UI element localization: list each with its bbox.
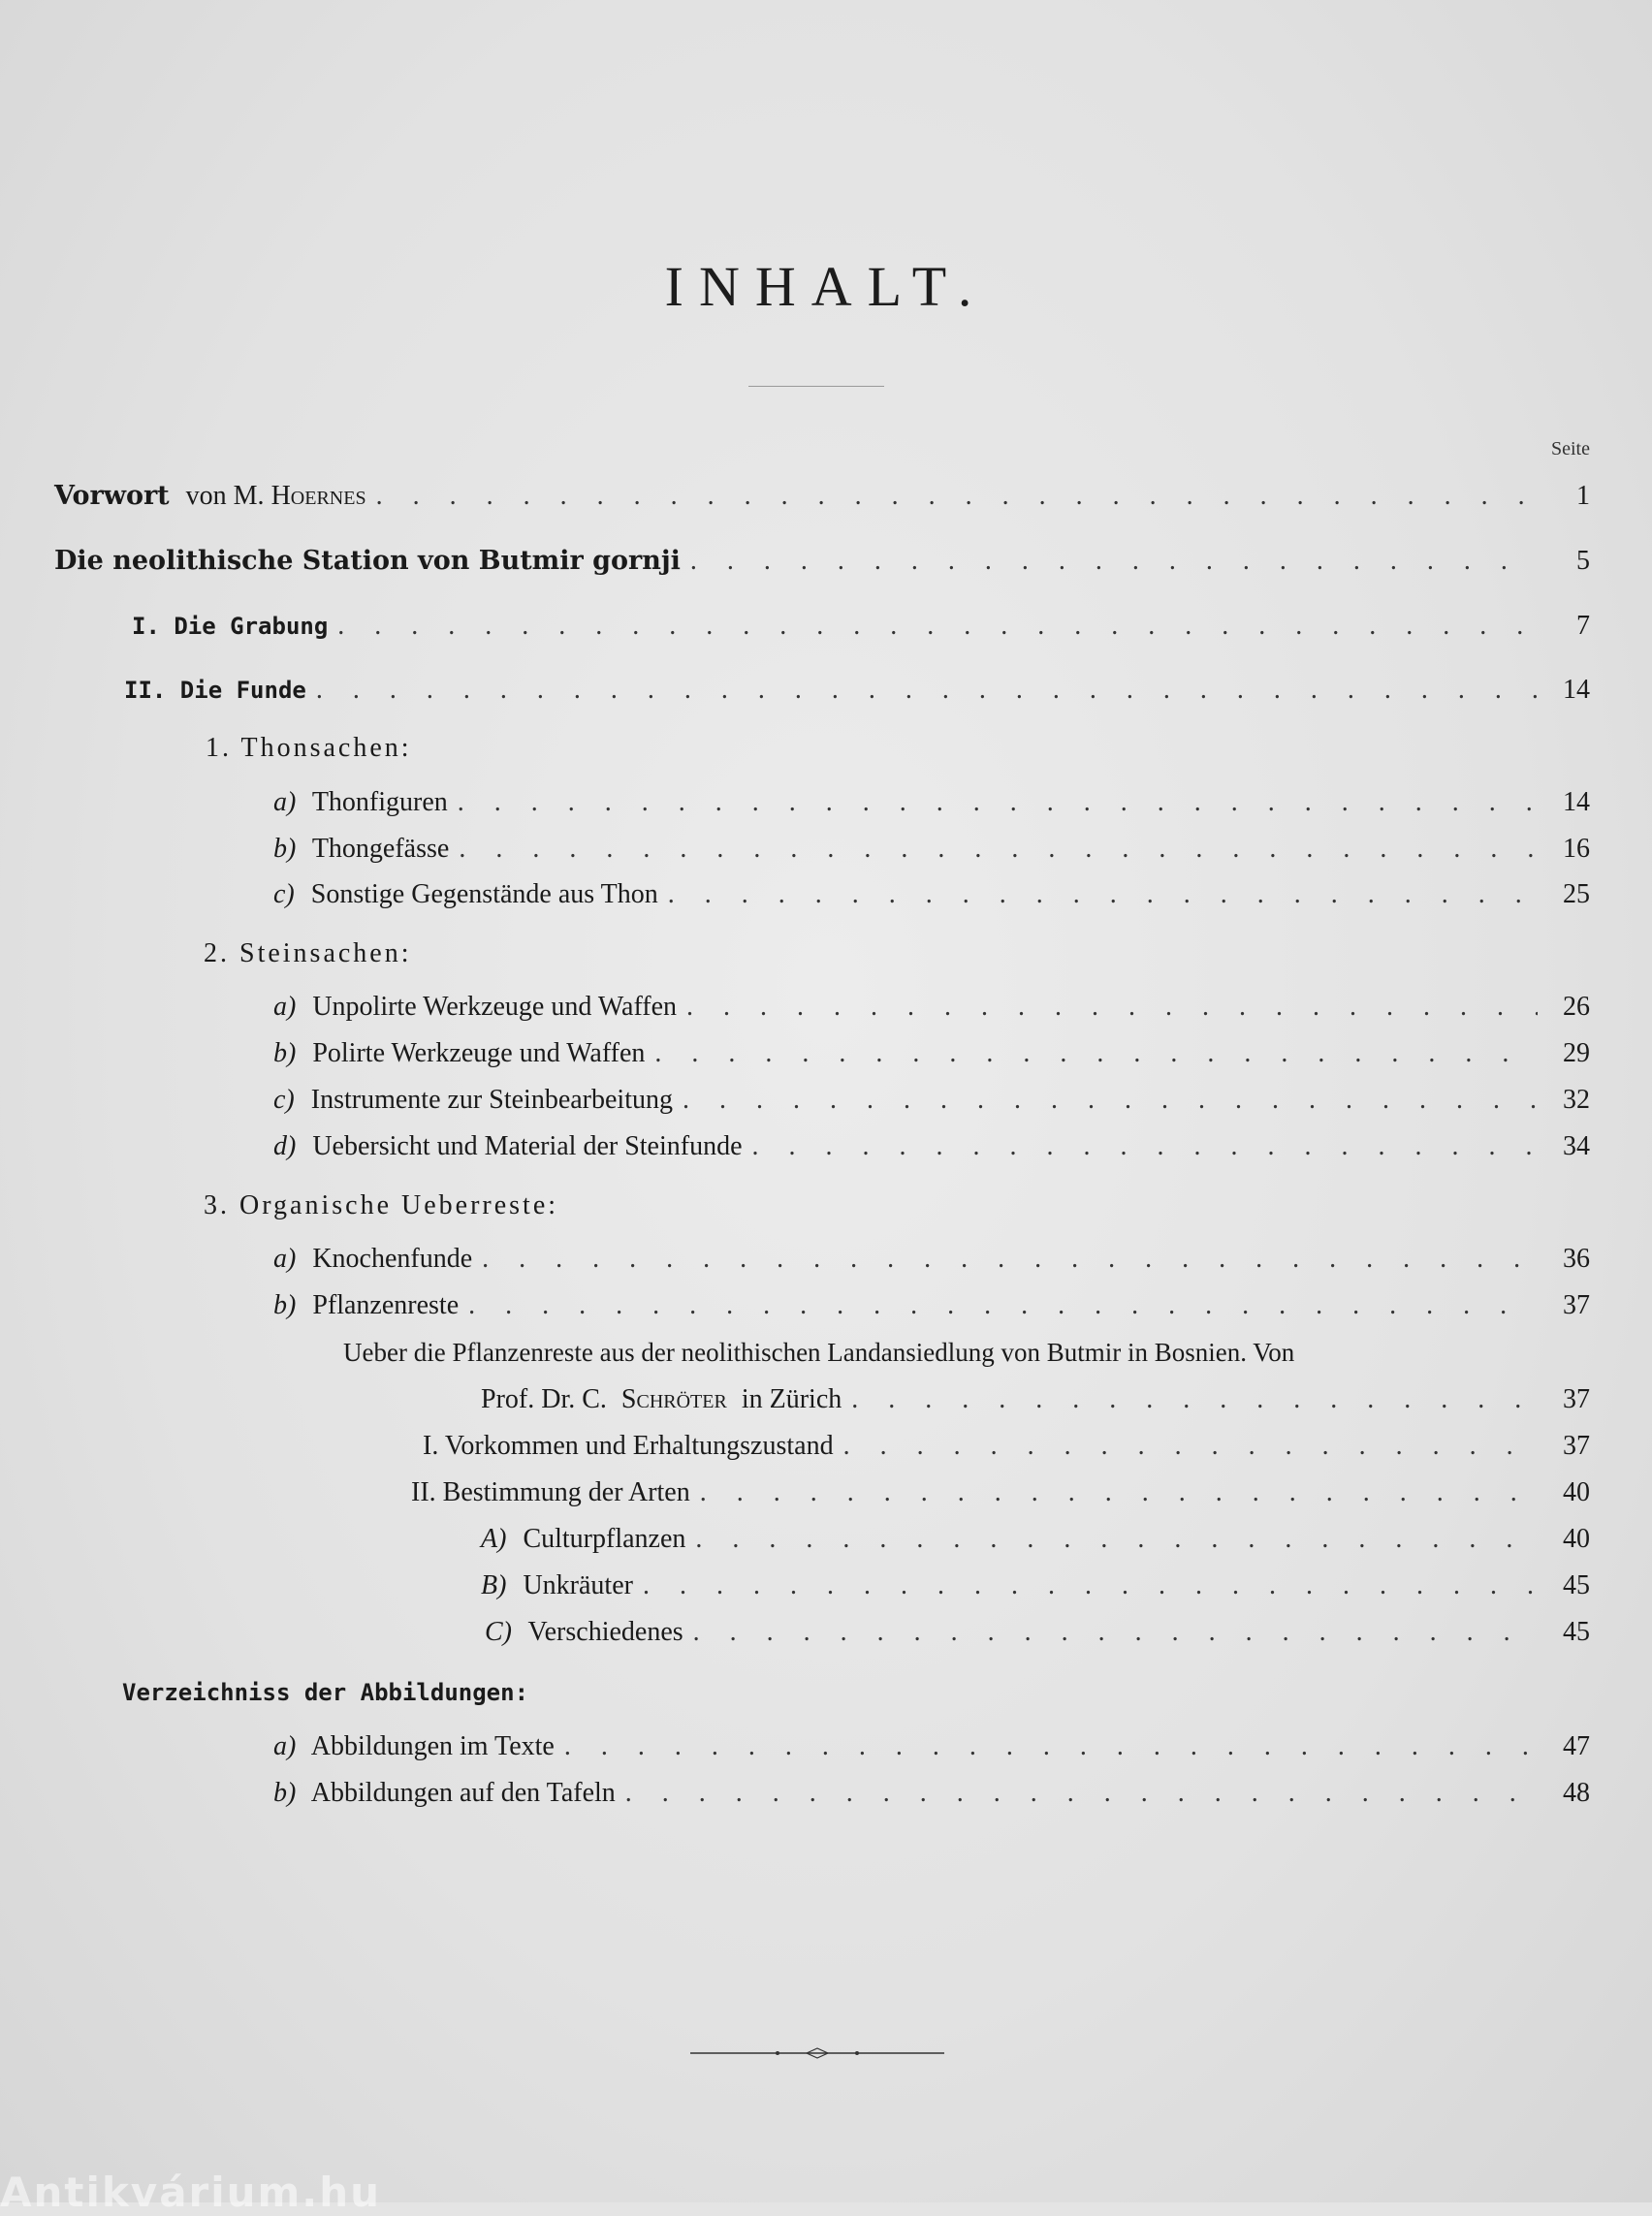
page-number: 37: [1563, 1290, 1590, 1320]
page-number: 48: [1563, 1778, 1590, 1808]
toc-entry-label: Sonstige Gegenstände aus Thon: [310, 879, 658, 909]
toc-entry-bestimmung[interactable]: [411, 1477, 1590, 1508]
toc-entry-station[interactable]: [54, 546, 1590, 577]
page-number: 45: [1563, 1570, 1590, 1600]
toc-entry-thonfiguren[interactable]: [273, 787, 1590, 818]
toc-entry-sonstige[interactable]: [273, 879, 1590, 910]
item-letter: b): [273, 1290, 297, 1320]
author-prefix: Prof. Dr. C.: [481, 1384, 607, 1414]
item-letter: d): [273, 1131, 297, 1161]
item-letter: A): [481, 1524, 507, 1554]
page-number: 5: [1576, 546, 1590, 576]
toc-entry-label: Abbildungen im Texte: [310, 1731, 555, 1761]
toc-entry-unkraeuter[interactable]: [481, 1570, 1590, 1601]
toc-entry-pflanzenreste[interactable]: [273, 1290, 1590, 1321]
dot-leader: [668, 879, 1538, 910]
author-suffix: in Zürich: [741, 1384, 842, 1414]
page-number: 1: [1576, 481, 1590, 511]
item-letter: a): [273, 1731, 297, 1761]
toc-entry-knochenfunde[interactable]: [273, 1244, 1590, 1275]
toc-entry-unpolirte[interactable]: [273, 992, 1590, 1023]
dot-leader: [683, 1085, 1538, 1116]
page-number: 40: [1563, 1524, 1590, 1554]
toc-entry-label: I. Vorkommen und Erhaltungszustand: [423, 1431, 834, 1461]
toc-entry-label: Die neolithische Station von Butmir gornji: [54, 546, 681, 576]
dot-leader: [468, 1290, 1538, 1321]
item-letter: b): [273, 1778, 297, 1808]
dot-leader: [643, 1570, 1538, 1601]
toc-entry-label: Abbildungen auf den Tafeln: [310, 1778, 616, 1808]
toc-entry-label: II. Die Funde: [124, 677, 306, 704]
section-heading-thonsachen: 1. Thonsachen:: [206, 733, 412, 763]
watermark-text: Antikvárium.hu: [0, 2169, 382, 2216]
toc-entry-label: Unpolirte Werkzeuge und Waffen: [312, 992, 678, 1022]
dot-leader: [458, 787, 1538, 818]
toc-entry-label: II. Bestimmung der Arten: [411, 1477, 690, 1507]
toc-entry-abb-tafeln[interactable]: [273, 1778, 1590, 1809]
author-prefix: von M.: [185, 481, 265, 511]
dot-leader: [482, 1244, 1538, 1275]
toc-entry-label: I. Die Grabung: [132, 613, 329, 640]
page-number: 47: [1563, 1731, 1590, 1761]
toc-entry-label: Thonfiguren: [311, 787, 448, 817]
toc-entry-label: Vorwort: [54, 481, 170, 511]
author-name: Schröter: [620, 1384, 727, 1414]
toc-entry-label: Unkräuter: [523, 1570, 633, 1600]
toc-entry-label: Thongefässe: [311, 834, 450, 864]
item-letter: C): [485, 1617, 512, 1647]
toc-entry-funde[interactable]: [124, 675, 1590, 706]
toc-entry-instrumente[interactable]: [273, 1085, 1590, 1116]
author-name: Hoernes: [270, 481, 366, 511]
dot-leader: [337, 611, 1538, 642]
section-heading-verzeichniss: Verzeichniss der Abbildungen:: [122, 1679, 529, 1706]
dot-leader: [564, 1731, 1538, 1762]
page-number: 34: [1563, 1131, 1590, 1161]
item-letter: b): [273, 834, 297, 864]
item-letter: a): [273, 1244, 297, 1274]
toc-entry-vorkommen[interactable]: [423, 1431, 1590, 1462]
section-heading-steinsachen: 2. Steinsachen:: [204, 938, 412, 968]
item-letter: b): [273, 1038, 297, 1068]
page-number: 7: [1576, 611, 1590, 641]
page-number: 16: [1563, 834, 1590, 864]
toc-entry-label: Uebersicht und Material der Steinfunde: [312, 1131, 743, 1161]
page-number: 37: [1563, 1431, 1590, 1461]
page-number: 25: [1563, 879, 1590, 909]
page-number: 14: [1563, 675, 1590, 705]
dot-leader: [695, 1524, 1538, 1555]
page-number: 14: [1563, 787, 1590, 817]
toc-entry-ueber-line1: Ueber die Pflanzenreste aus der neolithischen Landansiedlung von Butmir in Bosnien. Von: [343, 1338, 1295, 1367]
dot-leader: [686, 992, 1538, 1023]
dot-leader: [459, 834, 1538, 865]
dot-leader: [843, 1431, 1538, 1462]
toc-entry-label: Knochenfunde: [312, 1244, 473, 1274]
page-number: 40: [1563, 1477, 1590, 1507]
toc-entry-grabung[interactable]: [132, 611, 1590, 642]
dot-leader: [316, 675, 1538, 706]
page-number: 26: [1563, 992, 1590, 1022]
toc-entry-abb-texte[interactable]: [273, 1731, 1590, 1762]
dot-leader: [690, 546, 1538, 577]
page-title: INHALT.: [664, 255, 988, 318]
dot-leader: [752, 1131, 1538, 1162]
toc-entry-label: Verschiedenes: [527, 1617, 683, 1647]
page-number: 32: [1563, 1085, 1590, 1115]
toc-entry-label: Instrumente zur Steinbearbeitung: [310, 1085, 673, 1115]
page-number: 45: [1563, 1617, 1590, 1647]
toc-entry-polirte[interactable]: [273, 1038, 1590, 1069]
toc-entry-thongefaesse[interactable]: [273, 834, 1590, 865]
item-letter: c): [273, 879, 295, 909]
item-letter: a): [273, 787, 297, 817]
dot-leader: [851, 1384, 1538, 1415]
dot-leader: [693, 1617, 1538, 1648]
page-number: 29: [1563, 1038, 1590, 1068]
toc-entry-schroeter[interactable]: [481, 1384, 1590, 1415]
toc-entry-vorwort[interactable]: [54, 481, 1590, 512]
title-rule: [748, 386, 884, 387]
ornamental-rule: [690, 2047, 944, 2059]
toc-entry-uebersicht[interactable]: [273, 1131, 1590, 1162]
toc-entry-culturpflanzen[interactable]: [481, 1524, 1590, 1555]
item-letter: B): [481, 1570, 507, 1600]
dot-leader: [700, 1477, 1538, 1508]
toc-entry-label: Polirte Werkzeuge und Waffen: [312, 1038, 646, 1068]
dot-leader: [625, 1778, 1538, 1809]
seite-column-label: Seite: [1551, 438, 1590, 459]
dot-leader: [376, 481, 1538, 512]
dot-leader: [654, 1038, 1538, 1069]
item-letter: a): [273, 992, 297, 1022]
page-number: 37: [1563, 1384, 1590, 1414]
toc-entry-label: Culturpflanzen: [523, 1524, 686, 1554]
toc-entry-verschiedenes[interactable]: [485, 1617, 1590, 1648]
page-number: 36: [1563, 1244, 1590, 1274]
item-letter: c): [273, 1085, 295, 1115]
section-heading-organische: 3. Organische Ueberreste:: [204, 1190, 559, 1220]
toc-entry-label: Pflanzenreste: [312, 1290, 460, 1320]
